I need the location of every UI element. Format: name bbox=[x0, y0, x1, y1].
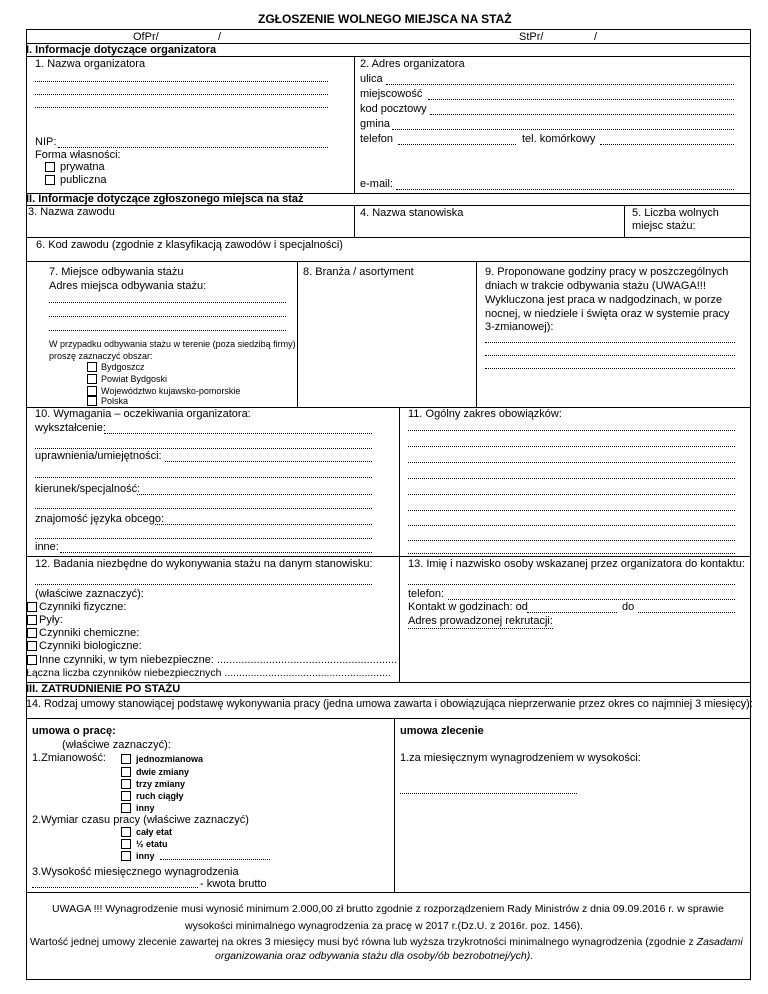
checkbox-bydgoszcz[interactable] bbox=[87, 362, 97, 372]
mandate-salary-label: 1.za miesięcznym wynagrodzeniem w wysokości: bbox=[400, 752, 641, 764]
salary-line[interactable] bbox=[32, 887, 198, 888]
specialization-line[interactable] bbox=[137, 494, 372, 495]
ofpr-slash: / bbox=[218, 31, 222, 43]
duties-line-6[interactable] bbox=[408, 510, 735, 511]
shift-one: jednozmianowa bbox=[136, 754, 204, 764]
employment-contract-label: umowa o pracę: bbox=[32, 725, 116, 737]
checkbox-time-other[interactable] bbox=[121, 851, 131, 861]
note-line-2: wysokości minimalnego wynagrodzenia za pracę w 2017 r.(Dz.U. z 2016r. poz. 1456). bbox=[185, 920, 584, 932]
hours-text-3: Wykluczona jest praca w nadgodzinach, w porze bbox=[485, 294, 723, 306]
city-line[interactable] bbox=[428, 99, 734, 100]
factor-other: Inne czynniki, w tym niebezpieczne: ........................................................... bbox=[39, 654, 398, 666]
nip-line[interactable] bbox=[58, 147, 328, 148]
medical-mark-label: (właściwe zaznaczyć): bbox=[35, 588, 144, 600]
mobile-line[interactable] bbox=[600, 144, 734, 145]
hours-text-5: 3-zmianowej): bbox=[485, 321, 554, 333]
checkbox-chemical[interactable] bbox=[27, 628, 37, 638]
contact-phone-line[interactable] bbox=[448, 599, 735, 600]
checkbox-dust[interactable] bbox=[27, 615, 37, 625]
checkbox-prywatna[interactable] bbox=[45, 162, 55, 172]
contact-person-label: 13. Imię i nazwisko osoby wskazanej przez organizatora do kontaktu: bbox=[408, 558, 745, 570]
language-line-2[interactable] bbox=[35, 538, 372, 539]
ownership-private: prywatna bbox=[60, 161, 105, 173]
hours-line-1[interactable] bbox=[485, 342, 735, 343]
contact-phone-label: telefon: bbox=[408, 588, 445, 600]
salary-gross-label: - kwota brutto bbox=[200, 878, 267, 890]
work-time-label: 2.Wymiar czasu pracy (właściwe zaznaczyć) bbox=[32, 814, 249, 826]
recruitment-address-label: Adres prowadzonej rekrutacji: bbox=[408, 615, 553, 627]
profession-label: 3. Nazwa zawodu bbox=[28, 206, 115, 218]
note-line-3 bbox=[30, 936, 743, 949]
vacancies-label: 5. Liczba wolnych bbox=[632, 207, 719, 219]
shift-two: dwie zmiany bbox=[136, 767, 190, 777]
language-label: znajomość języka obcego: bbox=[35, 513, 165, 525]
duties-line-4[interactable] bbox=[408, 478, 735, 479]
time-full: cały etat bbox=[136, 827, 173, 837]
medical-line[interactable] bbox=[35, 584, 372, 585]
hours-text-1: 9. Proponowane godziny pracy w poszczególnych bbox=[485, 266, 729, 278]
area-powiat: Powiat Bydgoski bbox=[101, 374, 168, 384]
time-half: ½ etatu bbox=[136, 839, 168, 849]
skills-line[interactable] bbox=[165, 461, 372, 462]
checkbox-three-shifts[interactable] bbox=[121, 779, 131, 789]
checkbox-powiat[interactable] bbox=[87, 374, 97, 384]
checkbox-shift-other[interactable] bbox=[121, 803, 131, 813]
mobile-label: tel. komórkowy bbox=[522, 133, 596, 145]
education-line[interactable] bbox=[104, 433, 372, 434]
checkbox-wojewodztwo[interactable] bbox=[87, 386, 97, 396]
gmina-line[interactable] bbox=[392, 129, 734, 130]
page-title: ZGŁOSZENIE WOLNEGO MIEJSCA NA STAŻ bbox=[258, 12, 512, 26]
checkbox-two-shifts[interactable] bbox=[121, 767, 131, 777]
street-label: ulica bbox=[360, 73, 383, 85]
contact-hours-from[interactable] bbox=[527, 612, 617, 613]
specialization-label: kierunek/specjalność: bbox=[35, 483, 141, 495]
factor-biological: Czynniki biologiczne: bbox=[39, 640, 142, 652]
field-area-note: W przypadku odbywania stażu w terenie (poza siedzibą firmy) bbox=[49, 339, 296, 349]
duties-label: 11. Ogólny zakres obowiązków: bbox=[408, 408, 562, 420]
factor-dust: Pyły: bbox=[39, 614, 63, 626]
mandate-contract-label: umowa zlecenie bbox=[400, 725, 484, 737]
time-other-line[interactable] bbox=[160, 859, 270, 860]
time-other: inny bbox=[136, 851, 155, 861]
checkbox-polska[interactable] bbox=[87, 396, 97, 406]
organizer-name-line-1[interactable] bbox=[35, 81, 328, 82]
phone-line[interactable] bbox=[398, 144, 516, 145]
checkbox-biological[interactable] bbox=[27, 641, 37, 651]
stpr-slash: / bbox=[594, 31, 598, 43]
shift-label: 1.Zmianowość: bbox=[32, 752, 106, 764]
language-line[interactable] bbox=[155, 524, 372, 525]
organizer-name-line-3[interactable] bbox=[35, 107, 328, 108]
nip-label: NIP: bbox=[35, 136, 57, 148]
education-line-2[interactable] bbox=[35, 448, 372, 449]
requirements-label: 10. Wymagania – oczekiwania organizatora: bbox=[35, 408, 251, 420]
other-line[interactable] bbox=[60, 552, 372, 553]
salary-label: 3.Wysokość miesięcznego wynagrodzenia bbox=[32, 866, 239, 878]
stpr-label: StPr/ bbox=[519, 31, 544, 43]
contact-person-line[interactable] bbox=[408, 584, 735, 585]
checkbox-physical[interactable] bbox=[27, 602, 37, 612]
note-line-4: organizowania oraz odbywania stażu dla osoby/ób bezrobotnej/ych). bbox=[215, 950, 534, 962]
duties-line-7[interactable] bbox=[408, 525, 735, 526]
field-area-note-2: proszę zaznaczyć obszar: bbox=[49, 351, 153, 361]
hours-text-2: dniach w trakcie odbywania stażu (UWAGA!!! bbox=[485, 280, 706, 292]
postal-line[interactable] bbox=[430, 114, 734, 115]
checkbox-other-factors[interactable] bbox=[27, 655, 37, 665]
employment-mark-label: (właściwe zaznaczyć): bbox=[62, 739, 171, 751]
internship-address-line-3[interactable] bbox=[49, 330, 286, 331]
checkbox-half-time[interactable] bbox=[121, 839, 131, 849]
internship-address-line-2[interactable] bbox=[49, 316, 286, 317]
checkbox-full-time[interactable] bbox=[121, 827, 131, 837]
note-line-3-italic: Zasadami bbox=[696, 936, 743, 948]
skills-label: uprawnienia/umiejętności: bbox=[35, 450, 162, 462]
internship-place-label: 7. Miejsce odbywania stażu bbox=[49, 266, 184, 278]
contact-hours-label: Kontakt w godzinach: od bbox=[408, 601, 528, 613]
duties-line-3[interactable] bbox=[408, 462, 735, 463]
form-border bbox=[26, 29, 751, 980]
duties-line-9[interactable] bbox=[408, 553, 735, 554]
area-wojewodztwo: Województwo kujawsko-pomorskie bbox=[101, 386, 241, 396]
note-line-3-text: Wartość jednej umowy zlecenie zawartej na okres 3 miesięcy musi być równa lub wyższa trzykrotności minimalnego wynagrodzenia (zgodnie z bbox=[30, 936, 694, 948]
contract-type-label: 14. Rodzaj umowy stanowiącej podstawę wykonywania pracy (jedna umowa zawarta i obowiązująca nieprzerwanie przez okres co najmniej 3 miesięcy): bbox=[26, 698, 753, 710]
duties-line-2[interactable] bbox=[408, 446, 735, 447]
duties-line-8[interactable] bbox=[408, 540, 735, 541]
hours-text-4: nocnej, w niedziele i święta oraz w systemie pracy bbox=[485, 308, 730, 320]
checkbox-one-shift[interactable] bbox=[121, 754, 131, 764]
vacancies-label-2: miejsc stażu: bbox=[632, 220, 696, 232]
hours-line-2[interactable] bbox=[485, 355, 735, 356]
checkbox-publiczna[interactable] bbox=[45, 175, 55, 185]
gmina-label: gmina bbox=[360, 118, 390, 130]
factor-chemical: Czynniki chemiczne: bbox=[39, 627, 140, 639]
address-label: 2. Adres organizatora bbox=[360, 58, 465, 70]
industry-label: 8. Branża / asortyment bbox=[303, 266, 414, 278]
note-line-1: UWAGA !!! Wynagrodzenie musi wynosić minimum 2.000,00 zł brutto zgodnie z rozporządzeniem Rady Ministrów z dnia 09.09.2016 r. w sprawie bbox=[52, 903, 724, 915]
ofpr-label: OfPr/ bbox=[133, 31, 159, 43]
duties-line-5[interactable] bbox=[408, 494, 735, 495]
ownership-label: Forma własności: bbox=[35, 149, 121, 161]
section-2-heading: II. Informacje dotyczące zgłoszonego miejsca na staż bbox=[26, 193, 304, 205]
internship-address-line-1[interactable] bbox=[49, 302, 286, 303]
email-label: e-mail: bbox=[360, 178, 394, 190]
shift-other: inny bbox=[136, 803, 155, 813]
medical-label: 12. Badania niezbędne do wykonywania stażu na danym stanowisku: bbox=[35, 558, 373, 570]
shift-continuous: ruch ciągły bbox=[136, 791, 184, 801]
area-bydgoszcz: Bydgoszcz bbox=[101, 362, 145, 372]
position-label: 4. Nazwa stanowiska bbox=[360, 207, 464, 219]
postal-label: kod pocztowy bbox=[360, 103, 427, 115]
section-3-heading: III. ZATRUDNIENIE PO STAŻU bbox=[26, 683, 181, 695]
area-polska: Polska bbox=[101, 396, 129, 406]
profession-code-label: 6. Kod zawodu (zgodnie z klasyfikacją zawodów i specjalności) bbox=[36, 239, 343, 251]
contact-hours-to[interactable] bbox=[638, 612, 735, 613]
education-label: wykształcenie: bbox=[35, 422, 106, 434]
hours-line-3[interactable] bbox=[485, 368, 735, 369]
phone-label: telefon bbox=[360, 133, 394, 145]
internship-address-label: Adres miejsca odbywania stażu: bbox=[49, 280, 207, 292]
specialization-line-2[interactable] bbox=[35, 508, 372, 509]
organizer-name-line-2[interactable] bbox=[35, 94, 328, 95]
city-label: miejscowość bbox=[360, 88, 423, 100]
factor-physical: Czynniki fizyczne: bbox=[39, 601, 127, 613]
section-1-heading: I. Informacje dotyczące organizatora bbox=[26, 44, 217, 56]
shift-three: trzy zmiany bbox=[136, 779, 186, 789]
mandate-salary-line[interactable] bbox=[400, 793, 577, 794]
ownership-public: publiczna bbox=[60, 174, 107, 186]
contact-hours-to-label: do bbox=[622, 601, 635, 613]
street-line[interactable] bbox=[386, 84, 734, 85]
other-label: inne: bbox=[35, 541, 59, 553]
email-line[interactable] bbox=[396, 189, 734, 190]
organizer-name-label: 1. Nazwa organizatora bbox=[35, 58, 146, 70]
skills-line-2[interactable] bbox=[35, 477, 372, 478]
factors-total: Łączna liczba czynników niebezpiecznych ......................................................... bbox=[26, 667, 391, 679]
checkbox-continuous[interactable] bbox=[121, 791, 131, 801]
duties-line-1[interactable] bbox=[408, 430, 735, 431]
